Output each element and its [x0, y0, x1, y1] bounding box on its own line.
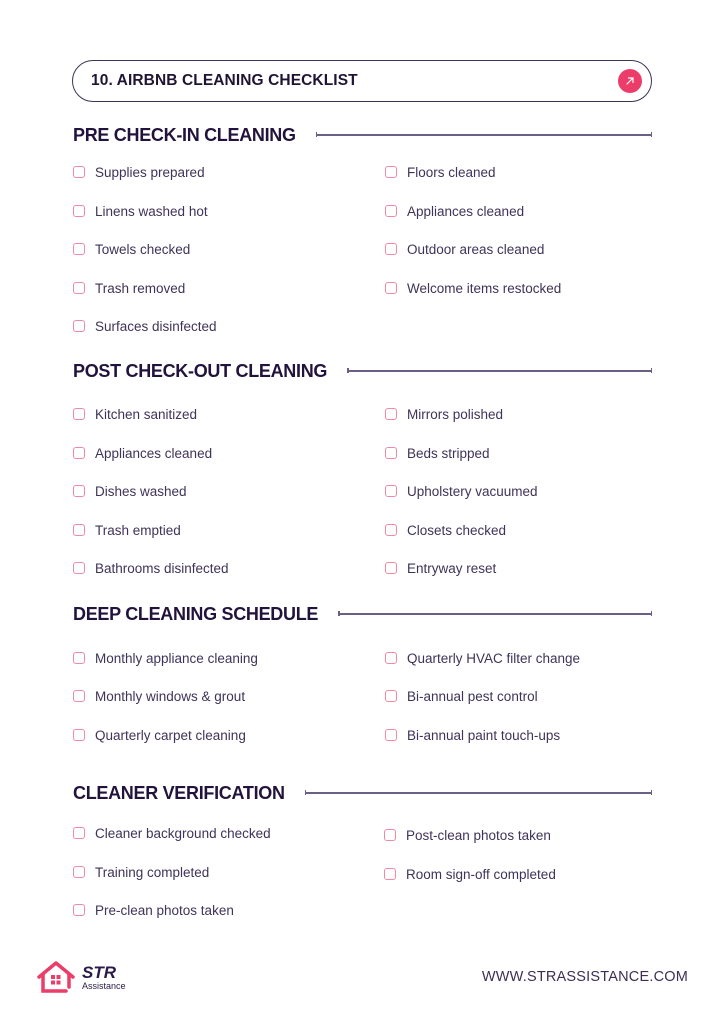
checklist-item[interactable]	[73, 862, 209, 882]
section-title: DEEP CLEANING SCHEDULE	[73, 603, 319, 624]
checklist-item[interactable]	[73, 558, 229, 578]
section-divider	[347, 370, 652, 372]
checklist-item[interactable]	[385, 404, 503, 424]
section-title: CLEANER VERIFICATION	[73, 782, 285, 803]
checkbox[interactable]	[73, 652, 85, 664]
checkbox[interactable]	[73, 205, 85, 217]
checklist-item[interactable]	[73, 162, 205, 182]
item-label: Beds stripped	[407, 445, 490, 461]
checkbox[interactable]	[73, 729, 85, 741]
checkbox[interactable]	[73, 524, 85, 536]
checklist-item[interactable]	[73, 278, 185, 298]
section-title: PRE CHECK-IN CLEANING	[73, 124, 296, 145]
checkbox[interactable]	[73, 690, 85, 702]
checklist-item[interactable]	[73, 823, 271, 843]
checkbox[interactable]	[384, 868, 396, 880]
checklist-item[interactable]	[385, 443, 490, 463]
checkbox[interactable]	[385, 243, 397, 255]
section-divider	[316, 134, 652, 136]
checkbox[interactable]	[385, 690, 397, 702]
checklist-item[interactable]	[385, 648, 580, 668]
item-label: Dishes washed	[95, 483, 187, 499]
open-link-button[interactable]	[618, 69, 642, 93]
checkbox[interactable]	[385, 485, 397, 497]
checkbox[interactable]	[73, 320, 85, 332]
item-label: Post-clean photos taken	[406, 827, 551, 843]
item-label: Bathrooms disinfected	[95, 560, 229, 576]
checkbox[interactable]	[385, 524, 397, 536]
section-cleaner-verification	[73, 781, 652, 805]
section-post-check-out	[73, 359, 652, 383]
item-label: Surfaces disinfected	[95, 318, 217, 334]
section-deep-cleaning	[73, 602, 652, 626]
page-title: 10. AIRBNB CLEANING CHECKLIST	[91, 72, 358, 89]
item-label: Quarterly carpet cleaning	[95, 727, 246, 743]
checklist-title-bar	[72, 60, 652, 102]
checkbox[interactable]	[73, 166, 85, 178]
checklist-item[interactable]	[385, 239, 544, 259]
checkbox[interactable]	[73, 827, 85, 839]
item-label: Kitchen sanitized	[95, 406, 198, 422]
checklist-item[interactable]	[73, 201, 208, 221]
checkbox[interactable]	[73, 447, 85, 459]
checkbox[interactable]	[385, 562, 397, 574]
website-url[interactable]: WWW.STRASSISTANCE.COM	[481, 969, 688, 985]
checkbox[interactable]	[385, 205, 397, 217]
house-icon	[36, 960, 76, 994]
checklist-item[interactable]	[385, 201, 524, 221]
checklist-item[interactable]	[73, 481, 187, 501]
checkbox[interactable]	[73, 282, 85, 294]
logo-sub-text: Assistance	[82, 980, 126, 991]
checkbox[interactable]	[385, 282, 397, 294]
item-label: Training completed	[95, 864, 210, 880]
brand-logo	[36, 960, 126, 994]
item-label: Quarterly HVAC filter change	[407, 650, 581, 666]
section-divider	[338, 613, 652, 615]
checkbox[interactable]	[385, 652, 397, 664]
item-label: Cleaner background checked	[95, 825, 271, 841]
logo-main-text: STR	[82, 962, 116, 982]
checklist-item[interactable]	[385, 481, 538, 501]
checkbox[interactable]	[73, 408, 85, 420]
item-label: Trash removed	[95, 280, 186, 296]
checkbox[interactable]	[385, 729, 397, 741]
checkbox[interactable]	[73, 866, 85, 878]
checklist-item[interactable]	[73, 648, 258, 668]
checkbox[interactable]	[73, 243, 85, 255]
item-label: Monthly windows & grout	[95, 688, 246, 704]
checklist-item[interactable]	[73, 316, 217, 336]
item-label: Linens washed hot	[95, 203, 208, 219]
checklist-item[interactable]	[73, 404, 197, 424]
checklist-item[interactable]	[73, 725, 246, 745]
section-divider	[305, 792, 652, 794]
checklist-item[interactable]	[73, 686, 245, 706]
item-label: Outdoor areas cleaned	[407, 241, 545, 257]
checkbox[interactable]	[385, 447, 397, 459]
checklist-item[interactable]	[385, 520, 506, 540]
item-label: Welcome items restocked	[407, 280, 562, 296]
item-label: Trash emptied	[95, 522, 181, 538]
checklist-item[interactable]	[73, 443, 212, 463]
checkbox[interactable]	[73, 485, 85, 497]
checklist-item[interactable]	[73, 239, 190, 259]
checkbox[interactable]	[73, 562, 85, 574]
checkbox[interactable]	[385, 408, 397, 420]
item-label: Floors cleaned	[407, 164, 496, 180]
item-label: Pre-clean photos taken	[95, 902, 234, 918]
section-pre-check-in	[73, 123, 652, 147]
checkbox[interactable]	[385, 166, 397, 178]
checkbox[interactable]	[73, 904, 85, 916]
item-label: Upholstery vacuumed	[407, 483, 538, 499]
checklist-item[interactable]	[385, 725, 560, 745]
item-label: Bi-annual paint touch-ups	[407, 727, 561, 743]
item-label: Appliances cleaned	[95, 445, 213, 461]
item-label: Entryway reset	[407, 560, 497, 576]
checklist-item[interactable]	[385, 686, 538, 706]
arrow-up-right-icon	[624, 75, 636, 87]
checklist-item[interactable]	[384, 825, 551, 845]
checklist-item[interactable]	[73, 520, 181, 540]
item-label: Bi-annual pest control	[407, 688, 538, 704]
checkbox[interactable]	[384, 829, 396, 841]
section-title: POST CHECK-OUT CLEANING	[73, 360, 328, 381]
item-label: Towels checked	[95, 241, 191, 257]
item-label: Closets checked	[407, 522, 507, 538]
checklist-item[interactable]	[73, 900, 234, 920]
item-label: Monthly appliance cleaning	[95, 650, 258, 666]
checklist-item[interactable]	[385, 278, 561, 298]
item-label: Appliances cleaned	[407, 203, 525, 219]
checklist-item[interactable]	[385, 162, 496, 182]
item-label: Supplies prepared	[95, 164, 205, 180]
checklist-item[interactable]	[384, 864, 556, 884]
item-label: Mirrors polished	[407, 406, 504, 422]
checklist-item[interactable]	[385, 558, 496, 578]
item-label: Room sign-off completed	[406, 866, 556, 882]
